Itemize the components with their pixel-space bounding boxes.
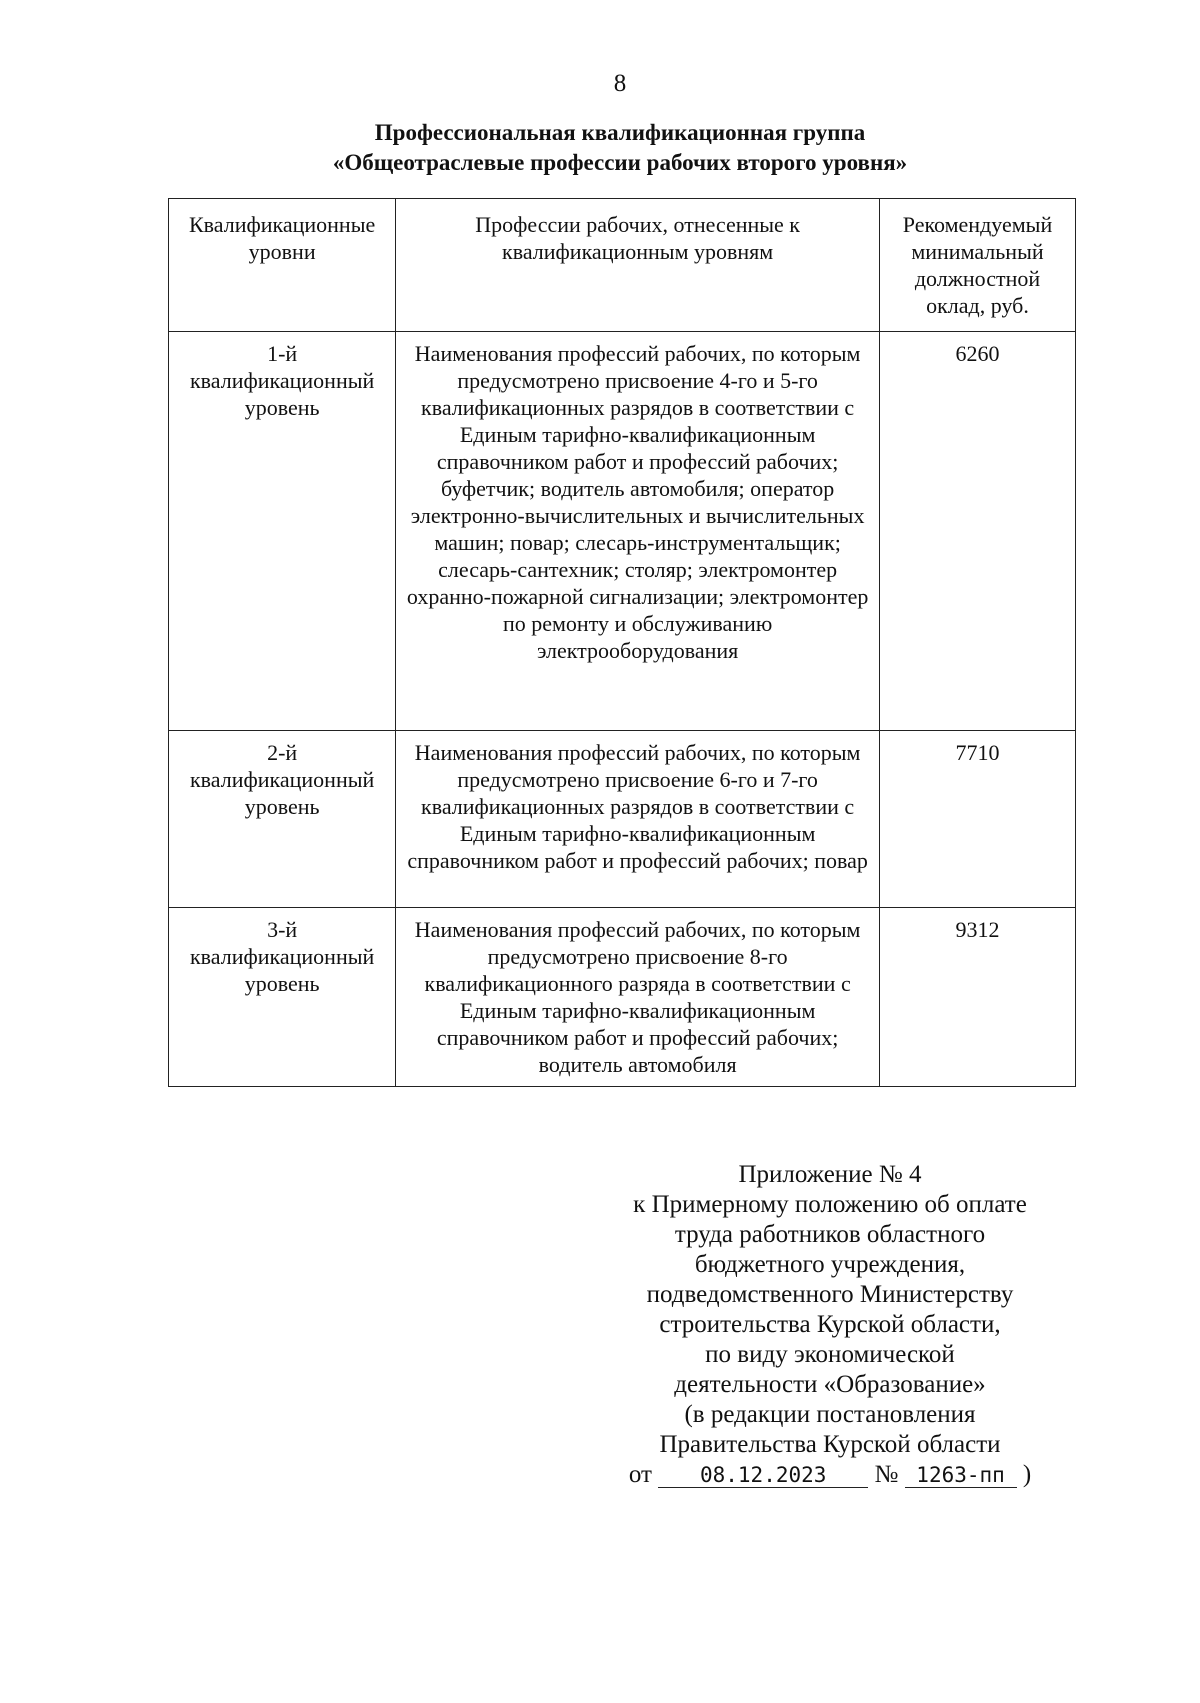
header-levels: Квалификационные уровни — [169, 199, 396, 332]
group-title — [0, 118, 1200, 178]
header-salary: Рекомендуемый минимальный должностной оклад, руб. — [879, 199, 1075, 332]
appendix-line: к Примерному положению об оплате — [633, 1191, 1027, 1218]
from-label: от — [628, 1461, 652, 1488]
table-row — [169, 731, 1076, 908]
table-row — [169, 332, 1076, 731]
closing-paren: ) — [1022, 1461, 1032, 1488]
appendix-block — [560, 1160, 1100, 1490]
appendix-line: труда работников областного — [674, 1221, 986, 1248]
level-cell: 1-й квалификационный уровень — [169, 332, 396, 731]
resolution-number: 1263-пп — [905, 1463, 1017, 1488]
salary-cell: 9312 — [879, 908, 1075, 1087]
professions-cell: Наименования профессий рабочих, по которым предусмотрено присвоение 8-го квалификационного разряда в соответствии с Единым тарифно-квалификационным справочником работ и профессий рабочих; водитель автомобиля — [396, 908, 880, 1087]
table-header-row — [169, 199, 1076, 332]
appendix-line: строительства Курской области, — [659, 1311, 1001, 1338]
group-title-line-1: Профессиональная квалификационная группа — [374, 120, 866, 145]
appendix-line: бюджетного учреждения, — [694, 1251, 966, 1278]
level-cell: 2-й квалификационный уровень — [169, 731, 396, 908]
appendix-line: (в редакции постановления — [684, 1401, 976, 1428]
qualification-table — [168, 198, 1076, 1087]
number-label: № — [874, 1461, 899, 1488]
professions-cell: Наименования профессий рабочих, по которым предусмотрено присвоение 4-го и 5-го квалификационных разрядов в соответствии с Единым тарифно-квалификационным справочником работ и профессий рабочих; буфетчик; водитель автомобиля; оператор электронно-вычислительных и вычислительных машин; повар; слесарь-инструментальщик; слесарь-сантехник; столяр; электромонтер охранно-пожарной сигнализации; электромонтер по ремонту и обслуживанию электрооборудования — [396, 332, 880, 731]
header-professions: Профессии рабочих, отнесенные к квалификационным уровням — [396, 199, 880, 332]
appendix-line: деятельности «Образование» — [674, 1371, 986, 1398]
group-title-line-2: «Общеотраслевые профессии рабочих второго уровня» — [332, 150, 908, 175]
page-number: 8 — [613, 70, 627, 97]
table-row — [169, 908, 1076, 1087]
resolution-reference — [560, 1460, 1100, 1490]
professions-cell: Наименования профессий рабочих, по которым предусмотрено присвоение 6-го и 7-го квалификационных разрядов в соответствии с Единым тарифно-квалификационным справочником работ и профессий рабочих; повар — [396, 731, 880, 908]
appendix-line: подведомственного Министерству — [646, 1281, 1014, 1308]
level-cell: 3-й квалификационный уровень — [169, 908, 396, 1087]
salary-cell: 6260 — [879, 332, 1075, 731]
appendix-line: Правительства Курской области — [659, 1431, 1001, 1458]
appendix-line: по виду экономической — [705, 1341, 955, 1368]
salary-cell: 7710 — [879, 731, 1075, 908]
appendix-line: Приложение № 4 — [738, 1161, 922, 1188]
resolution-date: 08.12.2023 — [658, 1463, 868, 1488]
